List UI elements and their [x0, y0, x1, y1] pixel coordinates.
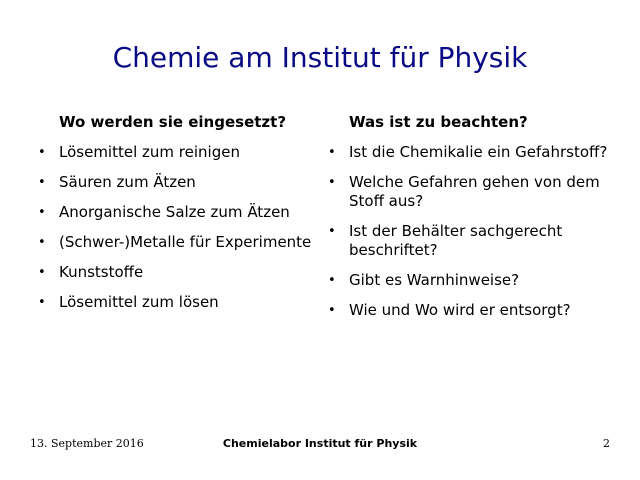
bullet-icon: • — [38, 205, 46, 220]
bullet-icon: • — [38, 295, 46, 310]
list-item — [38, 173, 318, 192]
list-item-text: Lösemittel zum lösen — [59, 293, 219, 311]
list-item — [328, 271, 617, 290]
list-item — [328, 143, 617, 162]
list-item-text: (Schwer-)Metalle für Experimente — [59, 233, 312, 251]
bullet-icon: • — [328, 303, 336, 318]
list-item-text: Wie und Wo wird er entsorgt? — [349, 301, 571, 319]
list-item-text: Anorganische Salze zum Ätzen — [59, 203, 290, 221]
list-item — [38, 293, 318, 312]
footer-title: Chemielabor Institut für Physik — [222, 437, 418, 450]
list-item — [38, 263, 318, 282]
left-column — [38, 112, 318, 323]
list-item-text: Ist die Chemikalie ein Gefahrstoff? — [349, 143, 608, 161]
list-item-text: Welche Gefahren gehen von dem Stoff aus? — [349, 173, 600, 210]
list-item-text: Gibt es Warnhinweise? — [349, 271, 520, 289]
list-item — [38, 233, 318, 252]
list-item-text: Säuren zum Ätzen — [59, 173, 196, 191]
slide-title: Chemie am Institut für Physik — [112, 41, 528, 74]
right-column — [328, 112, 618, 331]
footer-date: 13. September 2016 — [30, 437, 144, 450]
list-item-text: Kunststoffe — [59, 263, 144, 281]
bullet-icon: • — [328, 145, 336, 160]
list-item — [328, 173, 617, 211]
bullet-icon: • — [38, 235, 46, 250]
bullet-icon: • — [328, 175, 336, 190]
list-item — [38, 203, 318, 222]
right-column-heading: Was ist zu beachten? — [349, 113, 528, 131]
left-column-heading: Wo werden sie eingesetzt? — [59, 113, 287, 131]
list-item — [38, 143, 318, 162]
bullet-icon: • — [38, 145, 46, 160]
bullet-icon: • — [38, 265, 46, 280]
bullet-icon: • — [328, 224, 336, 239]
list-item — [328, 222, 617, 260]
right-bullet-list — [328, 143, 618, 320]
page-number: 2 — [603, 437, 610, 450]
bullet-icon: • — [328, 273, 336, 288]
bullet-icon: • — [38, 175, 46, 190]
list-item — [328, 301, 617, 320]
list-item-text: Ist der Behälter sachgerecht beschriftet? — [349, 222, 563, 259]
left-bullet-list — [38, 143, 318, 312]
list-item-text: Lösemittel zum reinigen — [59, 143, 240, 161]
